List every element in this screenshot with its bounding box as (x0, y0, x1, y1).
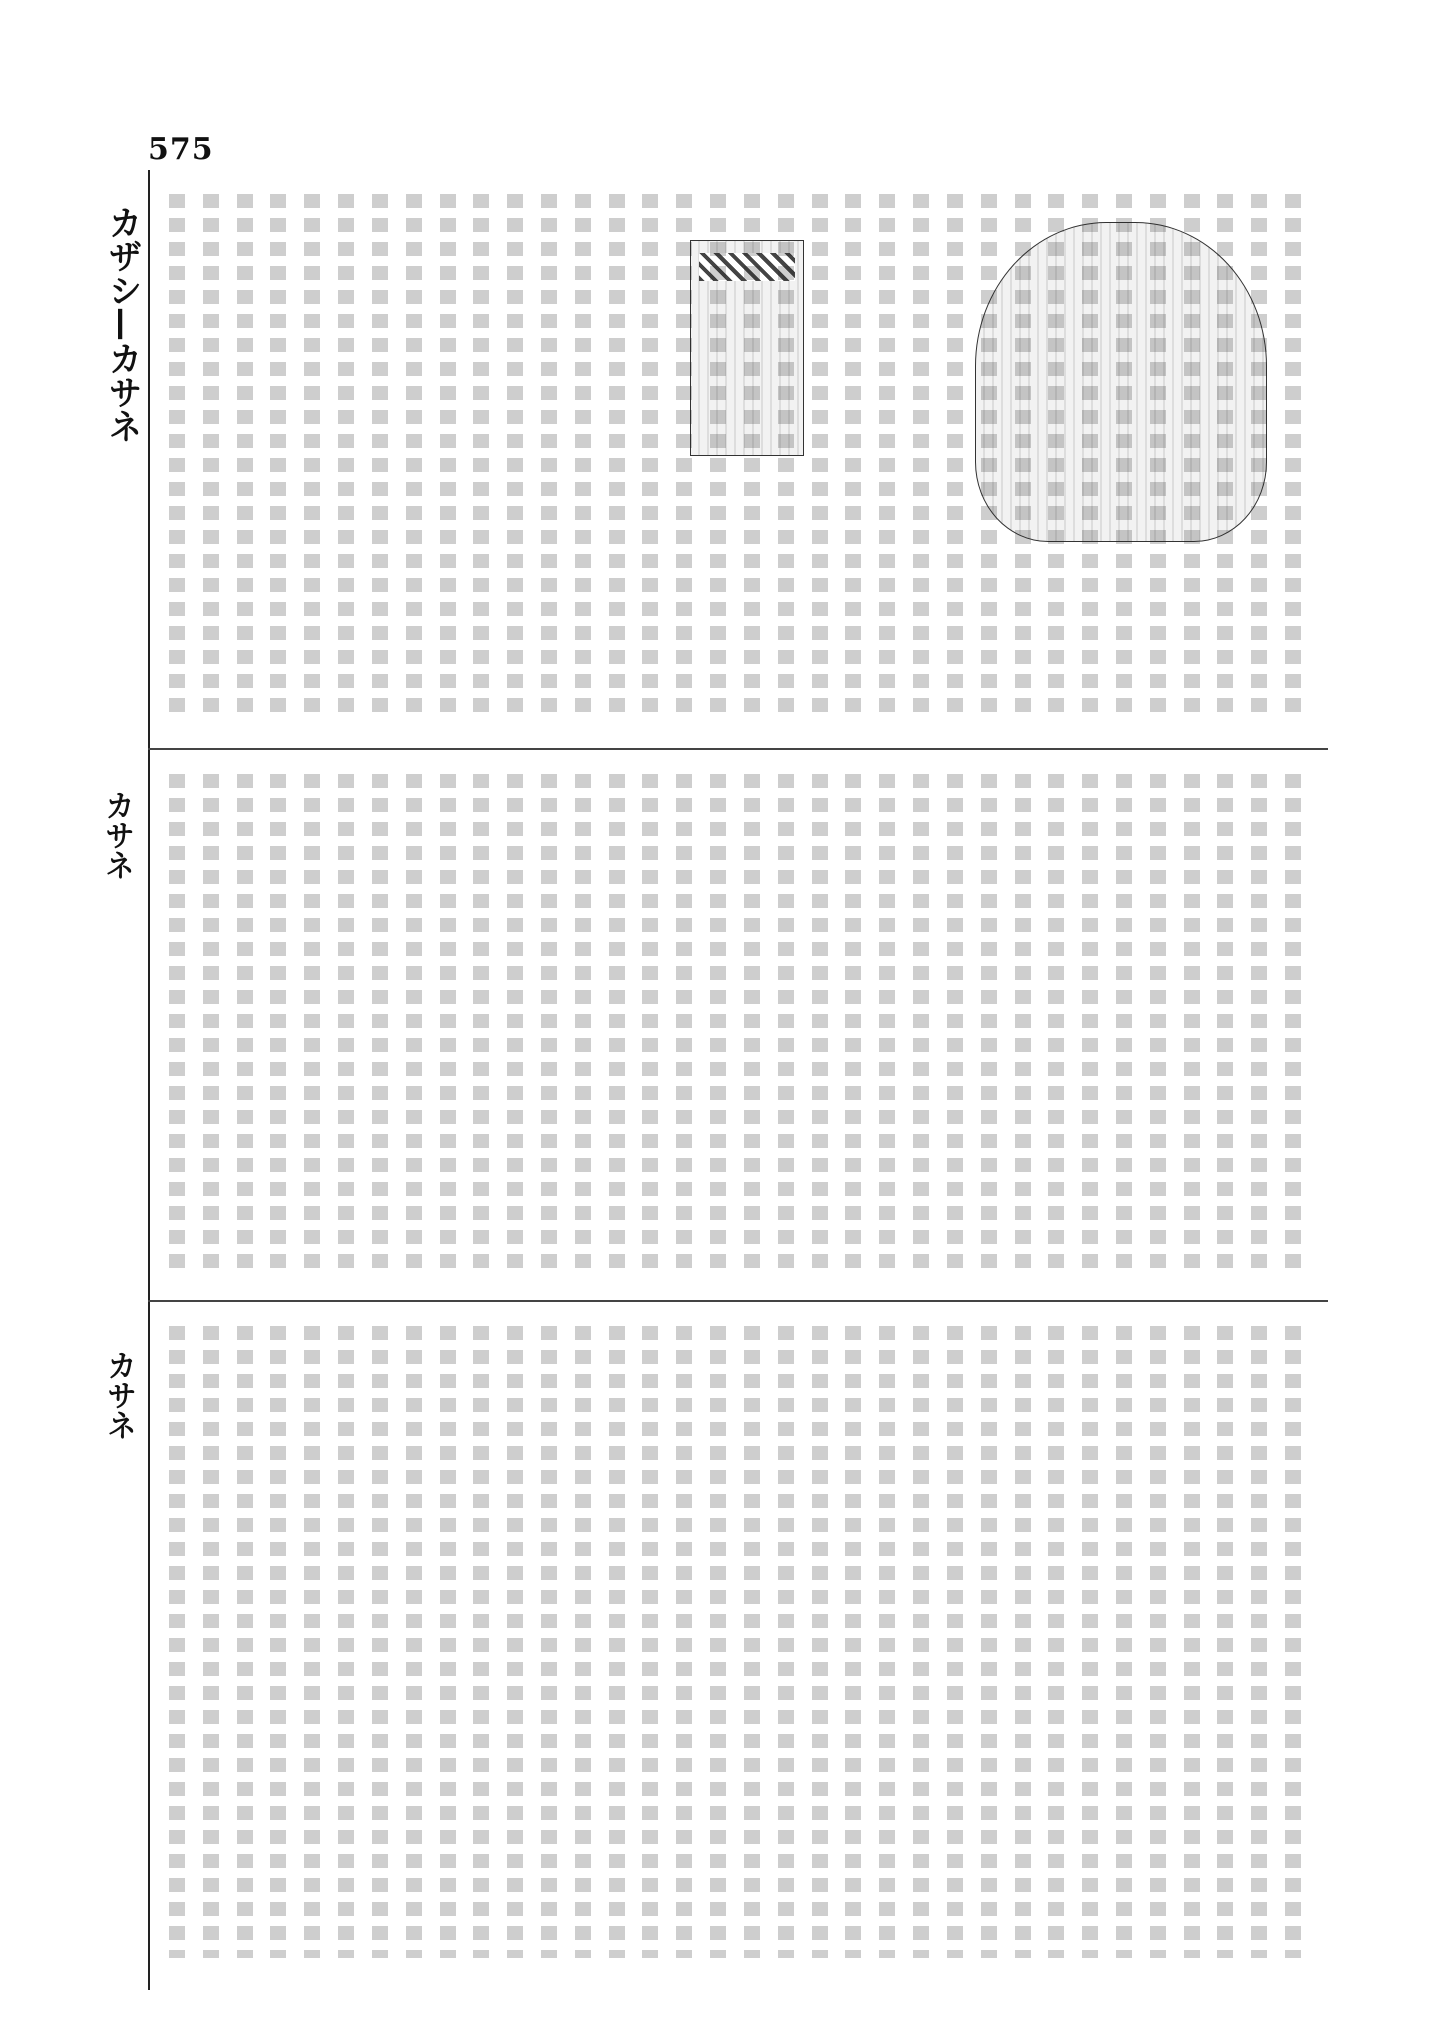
text-column (976, 760, 1002, 1285)
text-column (1010, 1312, 1036, 1972)
page-number: 575 (148, 132, 214, 167)
side-heading: カサネ (101, 1350, 136, 1440)
text-column (942, 180, 968, 735)
text-column (468, 1312, 494, 1972)
text-column (1111, 1312, 1137, 1972)
text-column (435, 760, 461, 1285)
text-column (942, 760, 968, 1285)
text-column (637, 760, 663, 1285)
text-column (1145, 760, 1171, 1285)
text-column (671, 180, 697, 735)
text-column (1246, 180, 1272, 735)
text-column (739, 180, 765, 735)
text-column (536, 760, 562, 1285)
text-column (333, 180, 359, 735)
text-column (367, 760, 393, 1285)
text-column (570, 1312, 596, 1972)
text-column (705, 760, 731, 1285)
text-column (1111, 760, 1137, 1285)
text-column (536, 1312, 562, 1972)
text-column (299, 180, 325, 735)
text-column (1077, 180, 1103, 735)
text-column (1212, 760, 1238, 1285)
text-column (705, 1312, 731, 1972)
text-column (333, 1312, 359, 1972)
text-column (705, 180, 731, 735)
text-column (1179, 1312, 1205, 1972)
text-column (739, 760, 765, 1285)
side-heading: カサネ (99, 790, 134, 880)
text-column (1043, 180, 1069, 735)
text-column (908, 760, 934, 1285)
text-column (1077, 1312, 1103, 1972)
text-column (299, 1312, 325, 1972)
text-column (570, 760, 596, 1285)
text-column (1010, 180, 1036, 735)
text-column (874, 180, 900, 735)
text-column (502, 1312, 528, 1972)
text-column (976, 1312, 1002, 1972)
text-column (536, 180, 562, 735)
text-column (265, 180, 291, 735)
text-column (604, 760, 630, 1285)
text-column (401, 760, 427, 1285)
text-column (840, 760, 866, 1285)
text-section (160, 1312, 1310, 1972)
text-column (570, 180, 596, 735)
text-column (1212, 180, 1238, 735)
text-column (367, 1312, 393, 1972)
text-column (1145, 180, 1171, 735)
text-column (942, 1312, 968, 1972)
text-column (1280, 180, 1306, 735)
text-column (1111, 180, 1137, 735)
text-column (435, 180, 461, 735)
text-column (232, 1312, 258, 1972)
text-column (807, 1312, 833, 1972)
text-column (671, 760, 697, 1285)
text-column (435, 1312, 461, 1972)
text-column (1043, 1312, 1069, 1972)
text-column (265, 1312, 291, 1972)
text-column (807, 180, 833, 735)
text-column (164, 760, 190, 1285)
text-column (908, 1312, 934, 1972)
text-column (164, 1312, 190, 1972)
text-column (874, 760, 900, 1285)
text-column (502, 180, 528, 735)
text-column (840, 1312, 866, 1972)
text-column (1280, 760, 1306, 1285)
text-column (401, 1312, 427, 1972)
text-column (604, 1312, 630, 1972)
text-column (164, 180, 190, 735)
text-column (198, 1312, 224, 1972)
text-section (160, 760, 1310, 1285)
text-column (198, 180, 224, 735)
text-column (773, 180, 799, 735)
text-column (1212, 1312, 1238, 1972)
text-column (1145, 1312, 1171, 1972)
text-column (468, 180, 494, 735)
text-column (299, 760, 325, 1285)
text-column (1077, 760, 1103, 1285)
text-column (333, 760, 359, 1285)
text-section (160, 180, 1310, 735)
text-column (1179, 180, 1205, 735)
text-column (773, 760, 799, 1285)
text-column (1043, 760, 1069, 1285)
text-column (840, 180, 866, 735)
text-column (401, 180, 427, 735)
text-column (1246, 760, 1272, 1285)
text-column (198, 760, 224, 1285)
side-heading: カザシ—カサネ (102, 205, 142, 443)
text-column (807, 760, 833, 1285)
text-column (1280, 1312, 1306, 1972)
text-column (874, 1312, 900, 1972)
section-divider (148, 1300, 1328, 1302)
text-column (232, 760, 258, 1285)
text-column (637, 1312, 663, 1972)
text-column (502, 760, 528, 1285)
text-column (773, 1312, 799, 1972)
text-column (1246, 1312, 1272, 1972)
text-column (976, 180, 1002, 735)
section-divider (148, 748, 1328, 750)
text-column (908, 180, 934, 735)
text-column (232, 180, 258, 735)
text-column (604, 180, 630, 735)
text-column (671, 1312, 697, 1972)
text-column (637, 180, 663, 735)
text-column (739, 1312, 765, 1972)
text-column (468, 760, 494, 1285)
text-column (367, 180, 393, 735)
text-column (1179, 760, 1205, 1285)
text-column (1010, 760, 1036, 1285)
text-column (265, 760, 291, 1285)
